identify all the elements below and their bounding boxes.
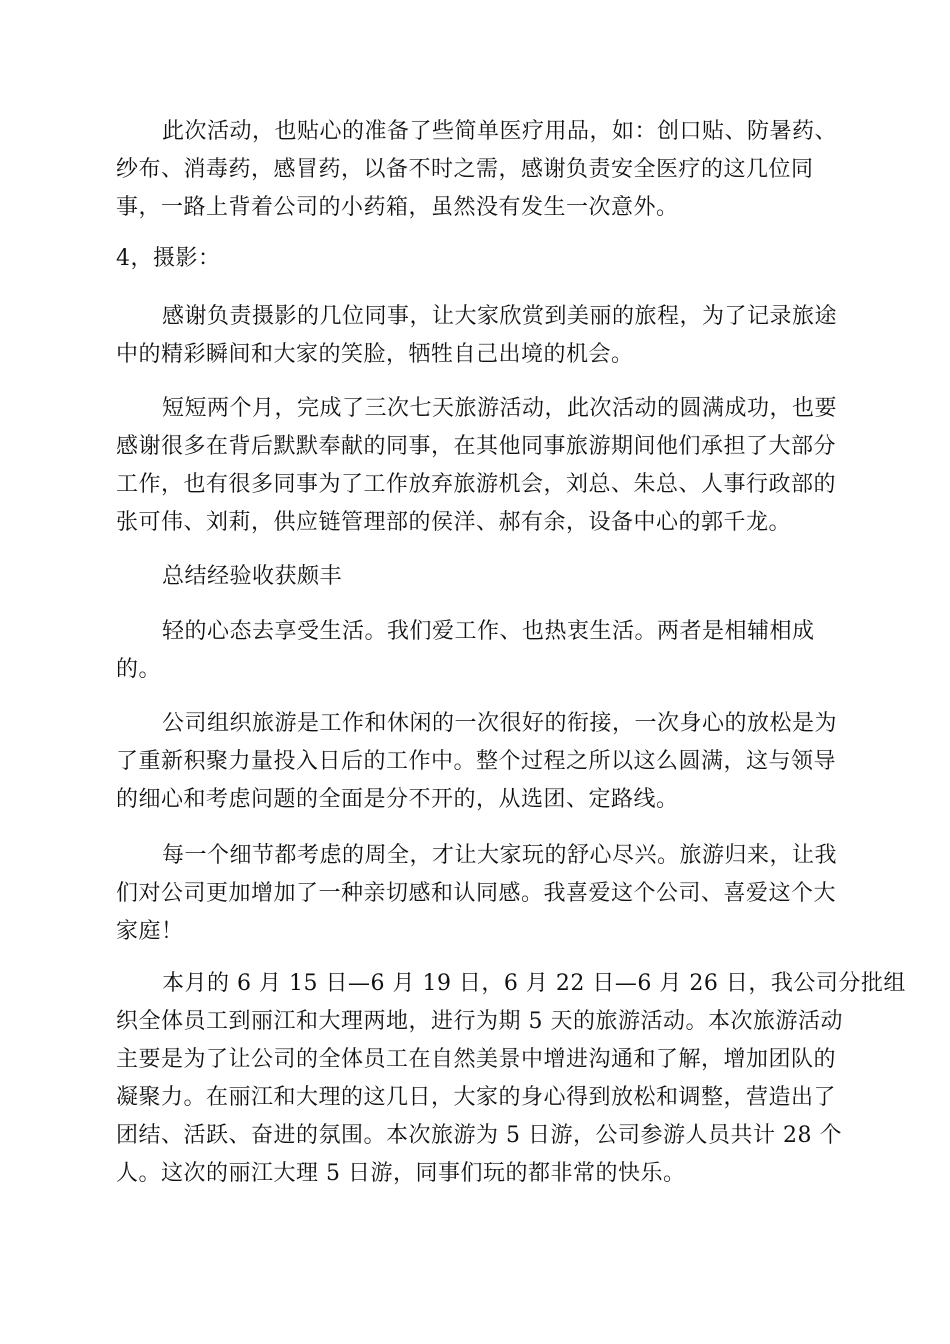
text-line: 凝聚力。在丽江和大理的这几日，大家的身心得到放松和调整，营造出了 [116, 1085, 837, 1110]
text-line: 公司组织旅游是工作和休闲的一次很好的衔接，一次身心的放松是为 [162, 711, 838, 736]
paragraph-photography-thanks [116, 298, 836, 374]
paragraph-medical-supplies [116, 113, 836, 227]
text-line: 短短两个月，完成了三次七天旅游活动，此次活动的圆满成功，也要 [162, 396, 838, 421]
text-line: 工作，也有很多同事为了工作放弃旅游机会，刘总、朱总、人事行政部的 [116, 472, 837, 497]
text-line: 轻的心态去享受生活。我们爱工作、也热衷生活。两者是相辅相成 [162, 619, 815, 644]
text-line: 们对公司更加增加了一种亲切感和认同感。我喜爱这个公司、喜爱这个大 [116, 881, 837, 906]
text-line: 的。 [116, 657, 162, 682]
text-line: 团结、活跃、奋进的氛围。本次旅游为 5 日游，公司参游人员共计 28 个 [116, 1123, 842, 1148]
section-heading: 4，摄影： [116, 246, 221, 271]
text-line: 人。这次的丽江大理 5 日游，同事们玩的都非常的快乐。 [116, 1161, 686, 1186]
summary-heading [116, 558, 836, 596]
text-line: 此次活动，也贴心的准备了些简单医疗用品，如：创口贴、防暑药、 [162, 119, 838, 144]
text-line: 了重新积聚力量投入日后的工作中。整个过程之所以这么圆满，这与领导 [116, 749, 837, 774]
text-line: 每一个细节都考虑的周全，才让大家玩的舒心尽兴。旅游归来，让我 [162, 843, 838, 868]
text-line: 家庭！ [116, 919, 184, 944]
text-line: 纱布、消毒药，感冒药，以备不时之需，感谢负责安全医疗的这几位同 [116, 157, 814, 182]
text-line: 本月的 6 月 15 日—6 月 19 日，6 月 22 日—6 月 26 日，我公司分批组 [162, 971, 906, 996]
text-line: 感谢负责摄影的几位同事，让大家欣赏到美丽的旅程，为了记录旅途 [162, 304, 838, 329]
text-line: 中的精彩瞬间和大家的笑脸，牺牲自己出境的机会。 [116, 342, 634, 367]
heading-photography [116, 240, 836, 278]
text-line: 张可伟、刘莉，供应链管理部的侯洋、郝有余，设备中心的郭千龙。 [116, 510, 792, 535]
paragraph-details-considered [116, 837, 836, 951]
text-line: 的细心和考虑问题的全面是分不开的，从选团、定路线。 [116, 787, 679, 812]
text-line: 感谢很多在背后默默奉献的同事，在其他同事旅游期间他们承担了大部分 [116, 434, 837, 459]
text-line: 事，一路上背着公司的小药箱，虽然没有发生一次意外。 [116, 195, 679, 220]
section-heading: 总结经验收获颇丰 [162, 564, 343, 589]
paragraph-life-attitude [116, 613, 836, 689]
text-line: 织全体员工到丽江和大理两地，进行为期 5 天的旅游活动。本次旅游活动 [116, 1009, 843, 1034]
text-line: 主要是为了让公司的全体员工在自然美景中增进沟通和了解，增加团队的 [116, 1047, 837, 1072]
paragraph-work-and-leisure [116, 705, 836, 819]
paragraph-behind-the-scenes [116, 390, 836, 542]
paragraph-trip-overview [116, 965, 906, 1193]
